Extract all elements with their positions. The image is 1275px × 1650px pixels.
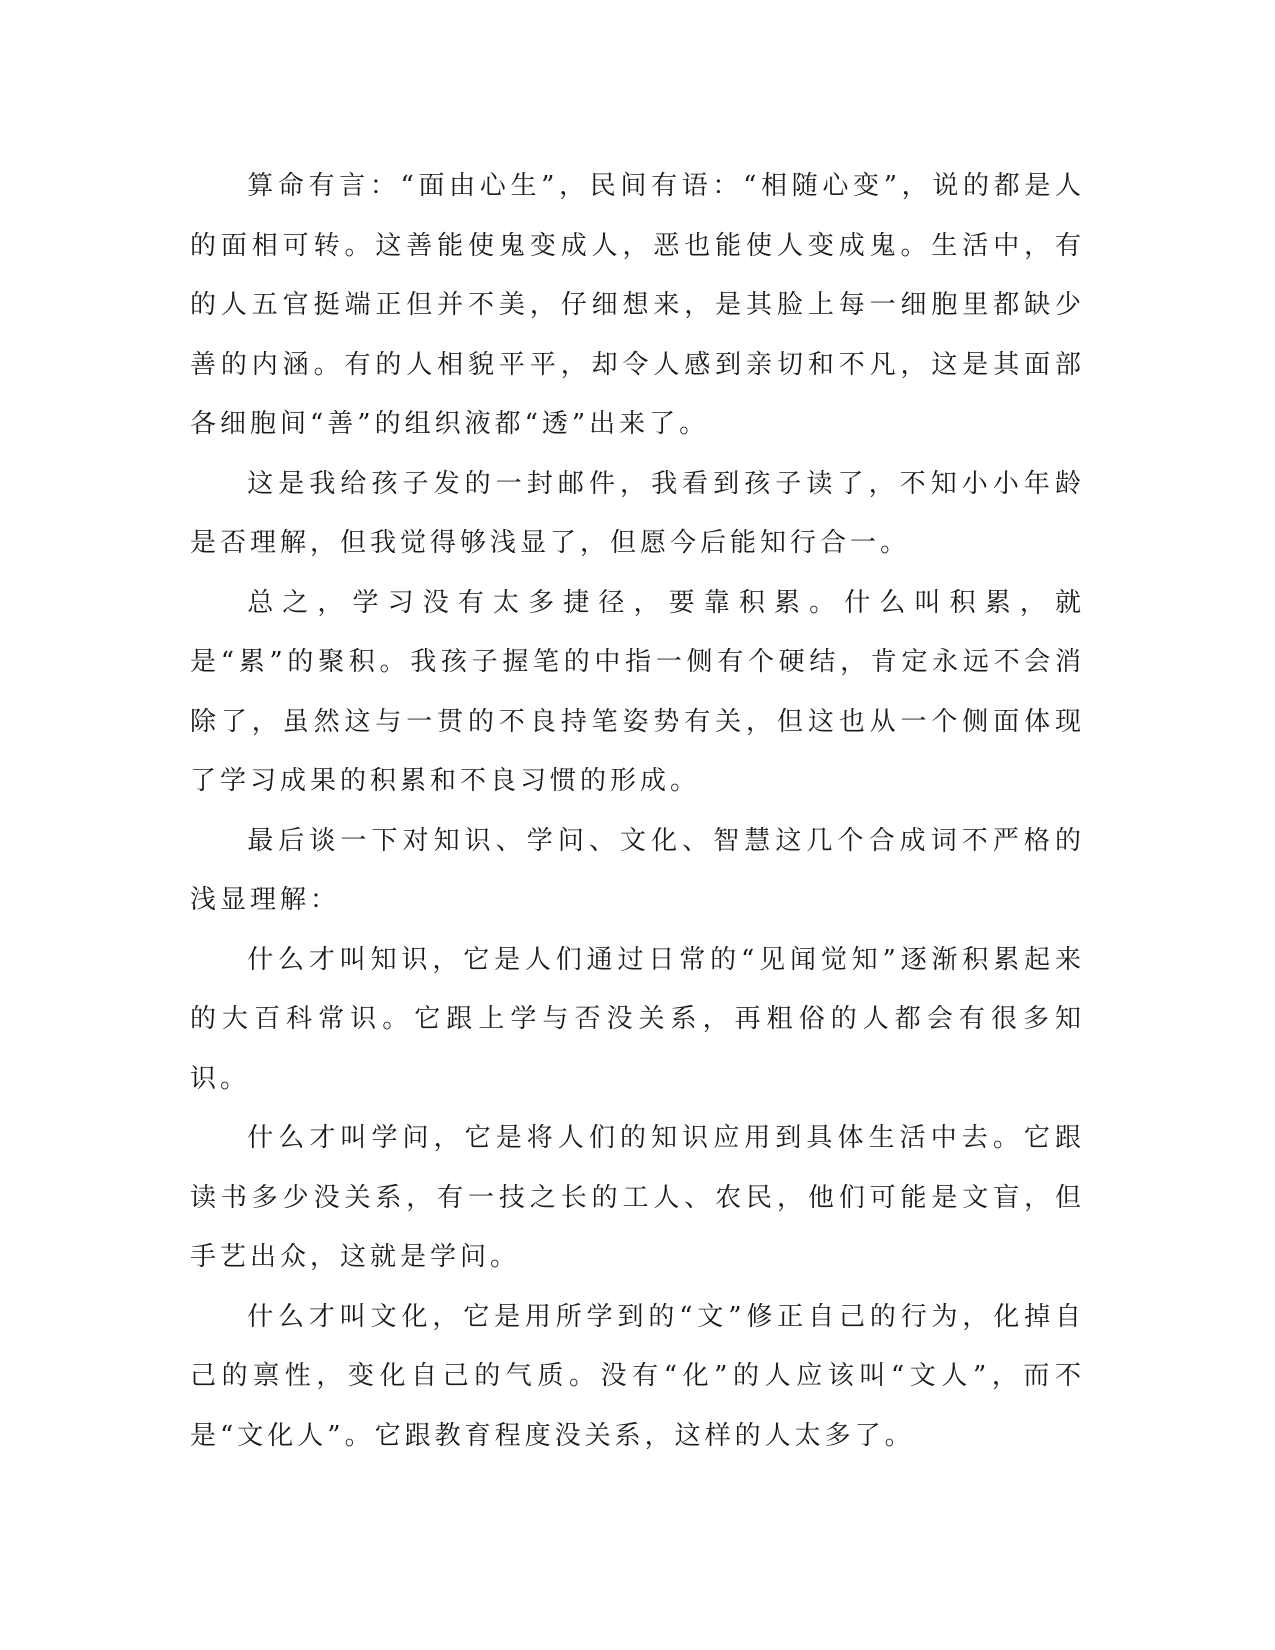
paragraph: 什么才叫学问，它是将人们的知识应用到具体生活中去。它跟读书多少没关系，有一技之长的工人、农民，他们可能是文盲，但手艺出众，这就是学问。 [190, 1123, 1085, 1272]
paragraph: 这是我给孩子发的一封邮件，我看到孩子读了，不知小小年龄是否理解，但我觉得够浅显了，但愿今后能知行合一。 [190, 468, 1085, 558]
paragraph: 算命有言：“面由心生”，民间有语：“相随心变”，说的都是人的面相可转。这善能使鬼变成人，恶也能使人变成鬼。生活中，有的人五官挺端正但并不美，仔细想来，是其脸上每一细胞里都缺少善的内涵。有的人相貌平平，却令人感到亲切和不凡，这是其面部各细胞间“善”的组织液都“透”出来了。 [190, 171, 1085, 439]
document-body [190, 157, 1085, 1466]
paragraph: 最后谈一下对知识、学问、文化、智慧这几个合成词不严格的浅显理解： [190, 825, 1085, 915]
paragraph: 什么才叫文化，它是用所学到的“文”修正自己的行为，化掉自己的禀性，变化自己的气质。没有“化”的人应该叫“文人”，而不是“文化人”。它跟教育程度没关系，这样的人太多了。 [190, 1301, 1085, 1451]
paragraph: 总之，学习没有太多捷径，要靠积累。什么叫积累，就是“累”的聚积。我孩子握笔的中指一侧有个硬结，肯定永远不会消除了，虽然这与一贯的不良持笔姿势有关，但这也从一个侧面体现了学习成果的积累和不良习惯的形成。 [190, 587, 1085, 796]
paragraph: 什么才叫知识，它是人们通过日常的“见闻觉知”逐渐积累起来的大百科常识。它跟上学与否没关系，再粗俗的人都会有很多知识。 [190, 944, 1085, 1094]
